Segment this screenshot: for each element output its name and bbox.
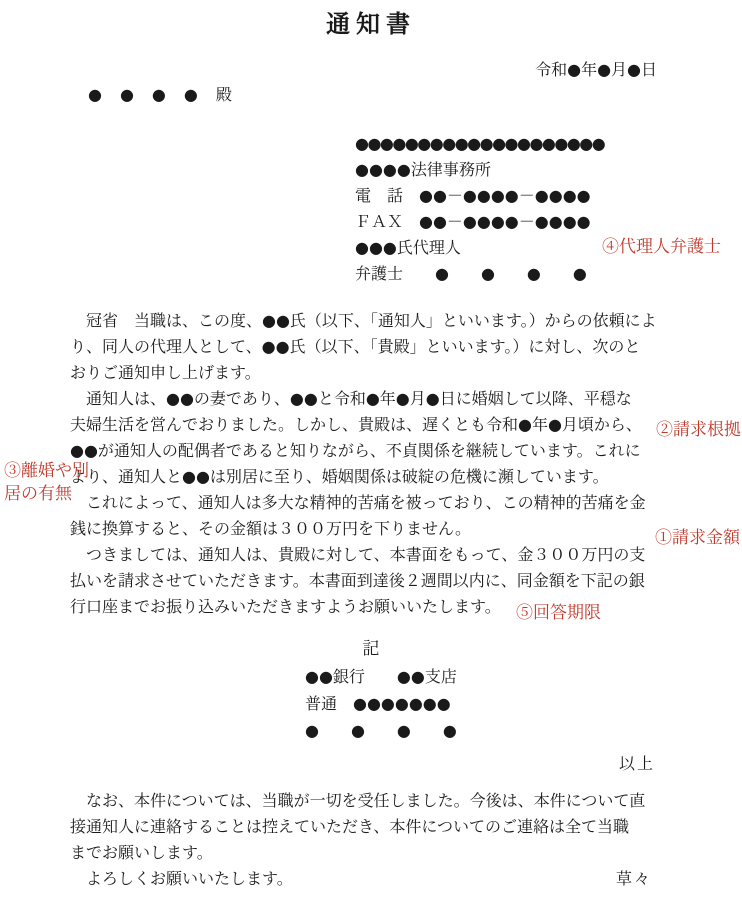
body-line: おりご通知申し上げます。 xyxy=(70,363,261,382)
sender-line: ●●●●法律事務所 xyxy=(355,160,491,179)
bank-account-line: ●●銀行 ●●支店 xyxy=(305,667,457,686)
bank-account-line: ● ● ● ● xyxy=(305,721,457,740)
document-title: 通知書 xyxy=(326,9,416,38)
annotation-divorce-separation-line: 居の有無 xyxy=(4,484,72,504)
body-line: 冠省 当職は、この度、●●氏（以下、「通知人」といいます。）からの依頼によ xyxy=(70,311,657,330)
sender-line: 電 話 ●●－●●●●－●●●● xyxy=(355,186,591,205)
body-line: より、通知人と●●は別居に至り、婚姻関係は破綻の危機に瀕しています。 xyxy=(70,467,609,486)
annotation-divorce-separation xyxy=(4,460,99,506)
ijou-closing-marker: 以上 xyxy=(618,754,655,773)
closing-line: までお願いします。 xyxy=(70,843,213,862)
body-line: り、同人の代理人として、●●氏（以下、「貴殿」といいます。）に対し、次のと xyxy=(70,337,641,356)
body-line: ●●が通知人の配偶者であると知りながら、不貞関係を継続しています。これに xyxy=(70,441,641,460)
closing-line: 接通知人に連絡することは控えていただき、本件についてのご連絡は全て当職 xyxy=(70,817,630,836)
body-line: 通知人は、●●の妻であり、●●と令和●年●月●日に婚姻して以降、平穏な xyxy=(70,389,632,408)
bank-account-line: 普通 ●●●●●●● xyxy=(305,694,451,713)
body-line: 払いを請求させていただきます。本書面到達後２週間以内に、同金額を下記の銀 xyxy=(70,571,645,590)
ki-heading: 記 xyxy=(362,639,380,659)
recipient-line: ● ● ● ● 殿 xyxy=(88,85,233,104)
annotation-claim-basis: ②請求根拠 xyxy=(656,420,741,440)
sender-block xyxy=(355,131,604,287)
closing-paragraph xyxy=(70,788,645,892)
body-line: 銭に換算すると、その金額は３００万円を下りません。 xyxy=(70,519,471,538)
annotation-attorney: ④代理人弁護士 xyxy=(602,237,721,257)
sender-line: ●●●●●●●●●●●●●●●●●●●● xyxy=(355,134,605,153)
annotation-response-deadline: ⑤回答期限 xyxy=(516,603,601,623)
body-text xyxy=(70,308,657,620)
annotation-claim-amount: ①請求金額 xyxy=(655,528,740,548)
sender-line: 弁護士 ● ● ● ● xyxy=(355,264,587,283)
annotation-divorce-separation-line: ③離婚や別 xyxy=(4,461,89,481)
body-line: つきましては、通知人は、貴殿に対して、本書面をもって、金３００万円の支 xyxy=(70,545,646,564)
body-line: 夫婦生活を営んでおりました。しかし、貴殿は、遅くとも令和●年●月頃から、 xyxy=(70,415,642,434)
sender-line: ●●●氏代理人 xyxy=(355,238,461,257)
closing-line: なお、本件については、当職が一切を受任しました。今後は、本件について直 xyxy=(70,791,646,810)
closing-line: よろしくお願いいたします。 xyxy=(70,869,293,888)
sender-line: ＦＡＸ ●●－●●●●－●●●● xyxy=(355,212,591,231)
soso-signoff: 草々 xyxy=(615,869,652,888)
bank-account-block xyxy=(305,663,457,744)
body-line: 行口座までお振り込みいただきますようお願いいたします。 xyxy=(70,597,501,616)
document-date: 令和●年●月●日 xyxy=(535,60,657,79)
body-line: これによって、通知人は多大な精神的苦痛を被っており、この精神的苦痛を金 xyxy=(70,493,646,512)
